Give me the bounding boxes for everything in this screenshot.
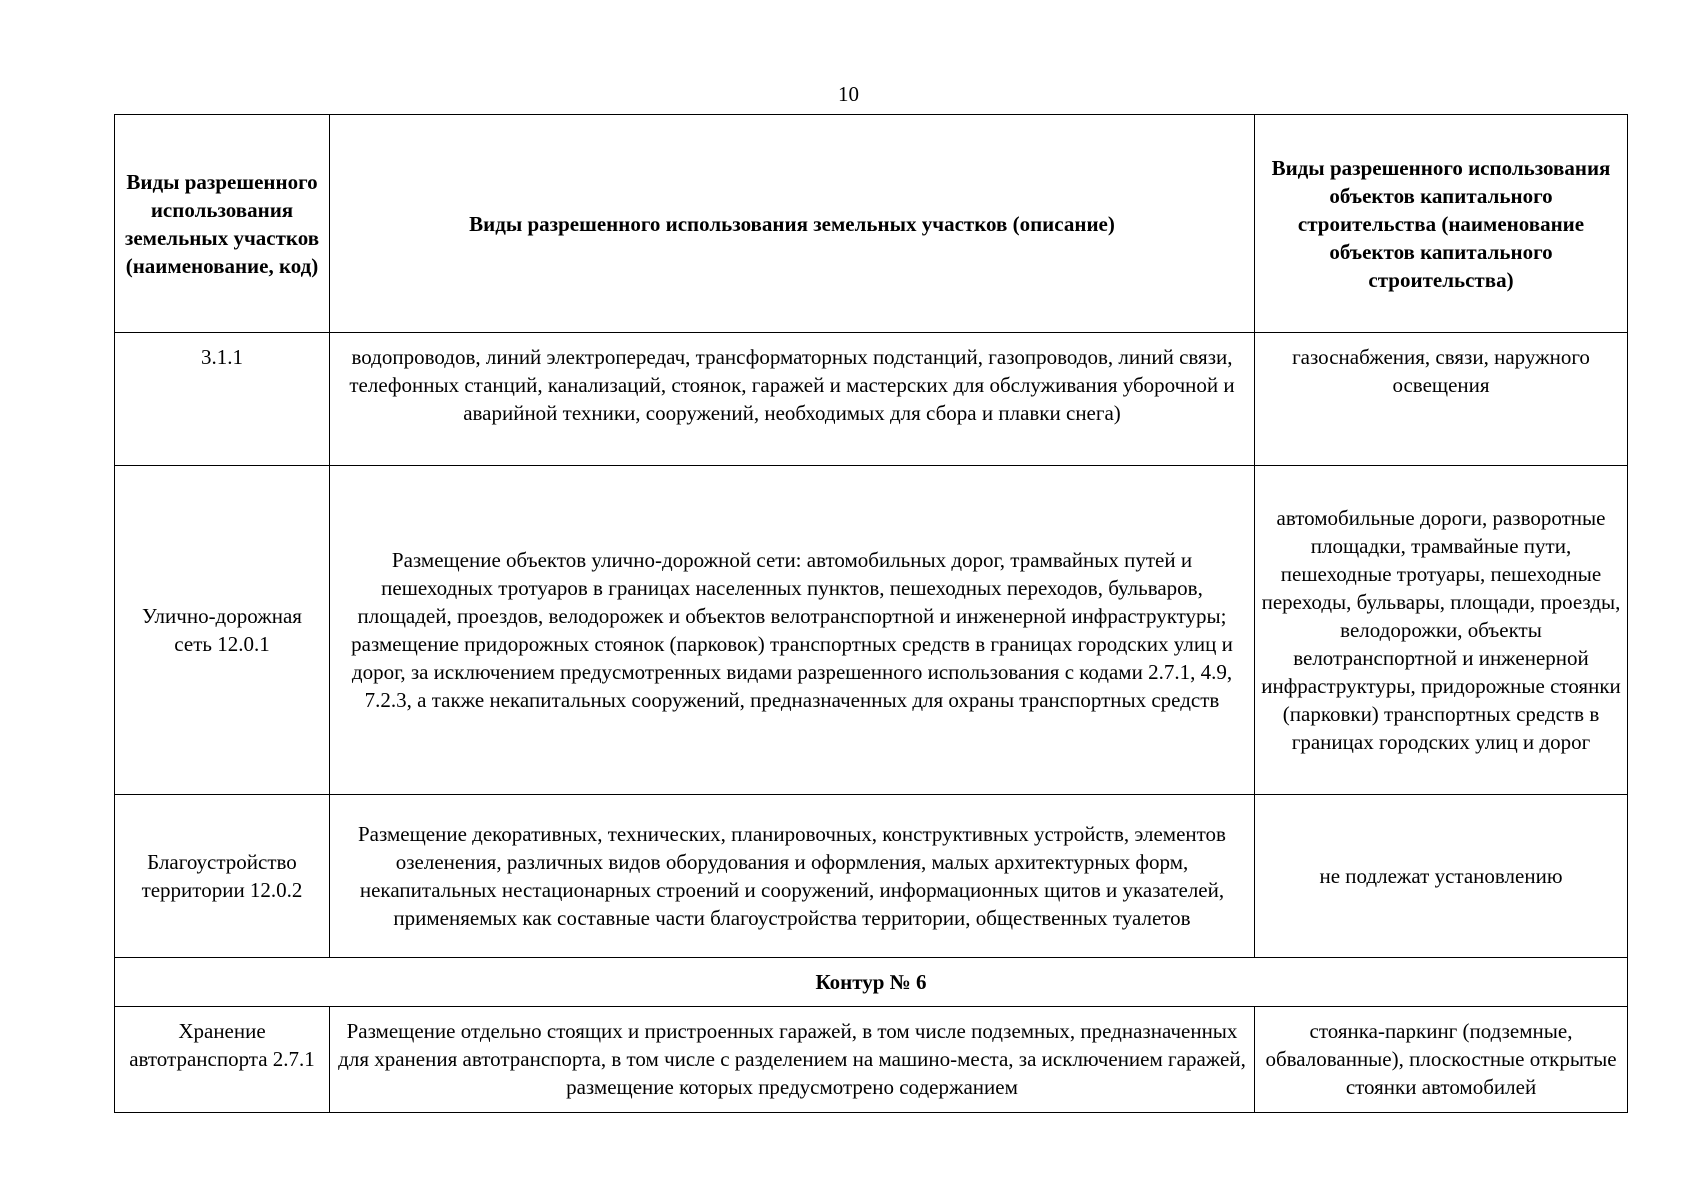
page-number: 10 — [838, 82, 859, 106]
row-description: Размещение отдельно стоящих и пристроенных гаражей, в том числе подземных, предназначенных для хранения автотранспорта, в том числе с разделением на машино-места, за исключением гаражей, размещение которых предусмотрено содержанием — [330, 1007, 1255, 1113]
row-description: водопроводов, линий электропередач, трансформаторных подстанций, газопроводов, линий связи, телефонных станций, канализаций, стоянок, гаражей и мастерских для обслуживания уборочной и аварийной техники, сооружений, необходимых для сбора и плавки снега) — [330, 333, 1255, 466]
row-objects: не подлежат установлению — [1255, 795, 1628, 958]
header-capital-objects: Виды разрешенного использования объектов капитального строительства (наименование объектов капитального строительства) — [1255, 115, 1628, 333]
row-description: Размещение объектов улично-дорожной сети: автомобильных дорог, трамвайных путей и пешеходных тротуаров в границах населенных пунктов, пешеходных переходов, бульваров, площадей, проездов, велодорожек и объектов велотранспортной и инженерной инфраструктуры; размещение придорожных стоянок (парковок) транспортных средств в границах городских улиц и дорог, за исключением предусмотренных видами разрешенного использования с кодами 2.7.1, 4.9, 7.2.3, а также некапитальных сооружений, предназначенных для охраны транспортных средств — [330, 466, 1255, 795]
contour-heading-row — [115, 958, 1628, 1007]
table-row — [115, 333, 1628, 466]
table-header-row — [115, 115, 1628, 333]
table-row — [115, 795, 1628, 958]
header-land-use-code: Виды разрешенного использования земельных участков (наименование, код) — [115, 115, 330, 333]
row-code: Хранение автотранспорта 2.7.1 — [115, 1007, 330, 1113]
row-objects: газоснабжения, связи, наружного освещения — [1255, 333, 1628, 466]
header-land-use-description: Виды разрешенного использования земельных участков (описание) — [330, 115, 1255, 333]
row-code: Улично-дорожная сеть 12.0.1 — [115, 466, 330, 795]
row-objects: стоянка-паркинг (подземные, обвалованные), плоскостные открытые стоянки автомобилей — [1255, 1007, 1628, 1113]
table-row — [115, 466, 1628, 795]
table-row — [115, 1007, 1628, 1113]
row-objects: автомобильные дороги, разворотные площадки, трамвайные пути, пешеходные тротуары, пешеходные переходы, бульвары, площади, проезды, велодорожки, объекты велотранспортной и инженерной инфраструктуры, придорожные стоянки (парковки) транспортных средств в границах городских улиц и дорог — [1255, 466, 1628, 795]
row-code: Благоустройство территории 12.0.2 — [115, 795, 330, 958]
land-use-table — [114, 114, 1628, 1113]
row-code: 3.1.1 — [115, 333, 330, 466]
contour-heading: Контур № 6 — [115, 958, 1628, 1007]
row-description: Размещение декоративных, технических, планировочных, конструктивных устройств, элементов озеленения, различных видов оборудования и оформления, малых архитектурных форм, некапитальных нестационарных строений и сооружений, информационных щитов и указателей, применяемых как составные части благоустройства территории, общественных туалетов — [330, 795, 1255, 958]
